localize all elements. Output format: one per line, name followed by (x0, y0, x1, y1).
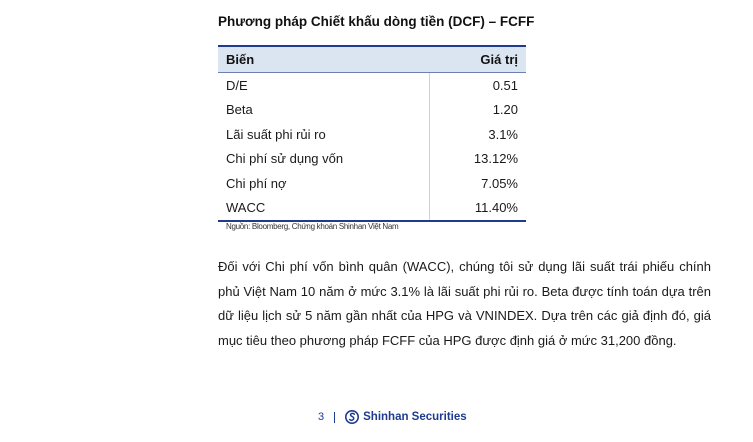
dcf-variables-table (218, 45, 526, 222)
table-row (218, 98, 526, 123)
row-variable-value: 11.40% (430, 196, 526, 222)
column-header-value: Giá trị (430, 46, 526, 73)
row-variable-value: 0.51 (430, 73, 526, 98)
page-footer (318, 408, 467, 426)
footer-divider (334, 412, 335, 423)
table-row (218, 73, 526, 98)
table-row (218, 196, 526, 222)
table-header-row (218, 46, 526, 73)
row-variable-value: 1.20 (430, 98, 526, 123)
table-row (218, 171, 526, 196)
shinhan-logo-icon (345, 410, 359, 424)
body-paragraph: Đối với Chi phí vốn bình quân (WACC), chúng tôi sử dụng lãi suất trái phiếu chính phủ Việt Nam 10 năm ở mức 3.1% là lãi suất phi rủi ro. Beta được tính toán dựa trên dữ liệu lịch sử 5 năm gần nhất của HPG và VNINDEX. Dựa trên các giả định đó, giá mục tiêu theo phương pháp FCFF của HPG được định giá ở mức 31,200 đồng. (218, 259, 711, 348)
section-title: Phương pháp Chiết khấu dòng tiền (DCF) – FCFF (218, 14, 535, 29)
row-variable-value: 13.12% (430, 147, 526, 172)
table-source-note: Nguồn: Bloomberg, Chứng khoán Shinhan Việt Nam (226, 222, 399, 231)
row-variable-name: WACC (218, 196, 430, 222)
row-variable-name: Beta (226, 102, 253, 118)
row-variable-value: 7.05% (430, 171, 526, 196)
row-variable-name: Chi phí sử dụng vốn (226, 151, 344, 167)
row-variable-name: D/E (226, 77, 248, 93)
brand-name: Shinhan Securities (363, 411, 467, 423)
table-row (218, 122, 526, 147)
table-row (218, 147, 526, 172)
row-variable-value: 3.1% (430, 122, 526, 147)
row-variable-name: Chi phí nợ (226, 175, 287, 191)
column-header-variable: Biến (218, 46, 430, 73)
page-number: 3 (318, 411, 325, 423)
row-variable-name: Lãi suất phi rủi ro (226, 126, 326, 142)
